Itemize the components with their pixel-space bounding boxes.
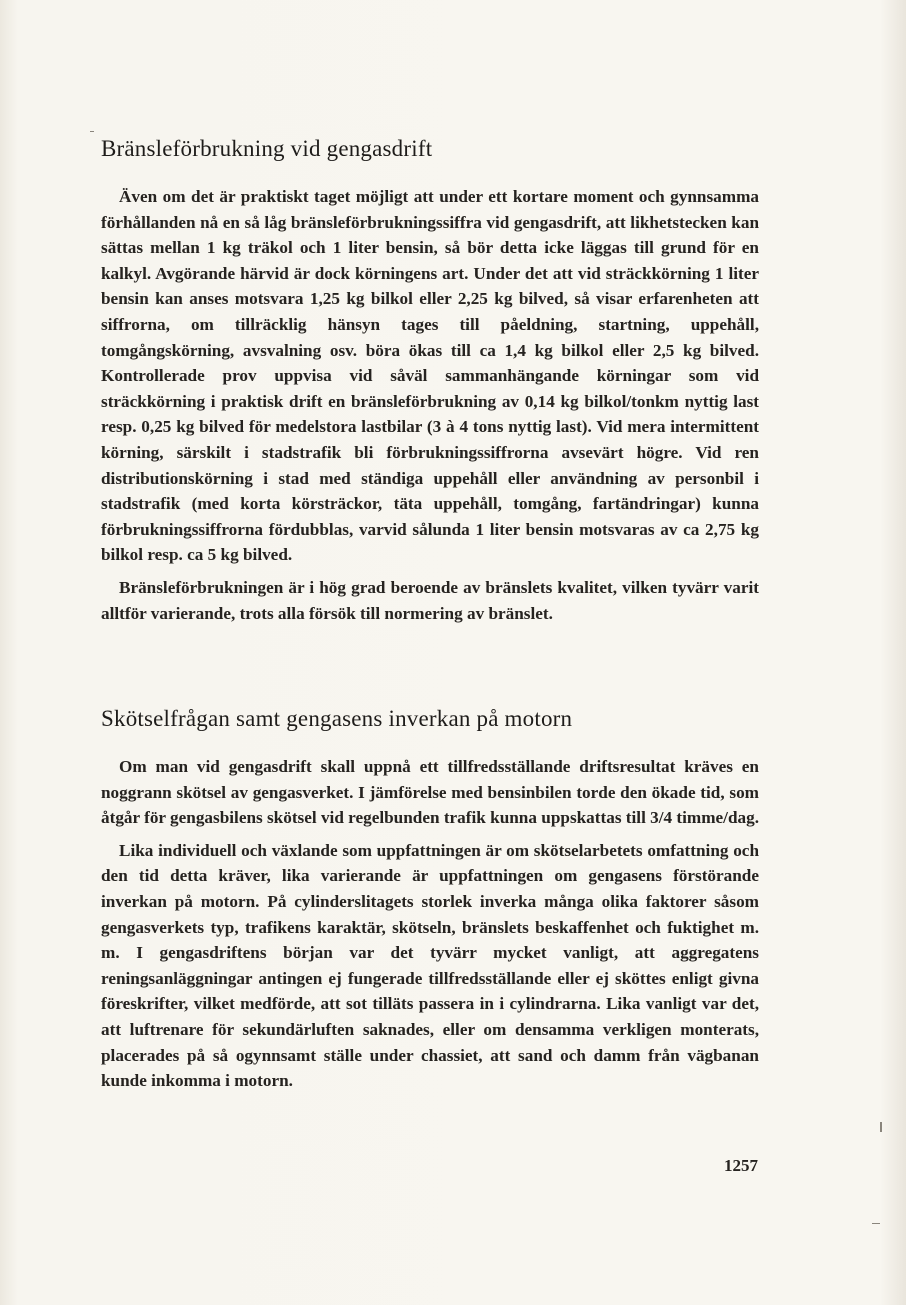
section-fuel-consumption	[101, 136, 759, 633]
paper-speck	[90, 131, 94, 132]
section-heading: Skötselfrågan samt gengasens inverkan på motorn	[101, 706, 573, 731]
paper-speck	[872, 1223, 880, 1224]
paragraph: Om man vid gengasdrift skall uppnå ett tillfredsställande driftsresultat kräves en noggrann skötsel av gengasverket. I jämförelse med bensinbilen torde den ökade tid, som åtgår för gengasbilens skötsel vid regelbunden trafik kunna uppskattas till 3/4 timme/dag.	[101, 757, 759, 828]
section-maintenance	[101, 706, 759, 1101]
paragraph: Lika individuell och växlande som uppfattningen är om skötselarbetets omfattning och den tid detta kräver, lika varierande är uppfattningen om gengasens förstörande inverkan på motorn. På cylinderslitagets storlek inverka många olika faktorer såsom gengasverkets typ, trafikens karaktär, skötseln, bränslets beskaffenhet och fuktighet m. m. I gengasdriftens början var det tyvärr mycket vanligt, att aggregatens reningsanläggningar antingen ej fungerade tillfredsställande eller ej sköttes enligt givna föreskrifter, vilket medförde, att sot tilläts passera in i cylindrarna. Lika vanligt var det, att luftrenare för sekundärluften saknades, eller om densamma verkligen monterats, placerades på så ogynnsamt ställe under chassiet, att sand och damm från vägbanan kunde inkomma i motorn.	[101, 840, 759, 1091]
paper-speck	[880, 1122, 882, 1132]
paragraph: Även om det är praktiskt taget möjligt att under ett kortare moment och gynnsamma förhållanden nå en så låg bränsleförbrukningssiffra vid gengasdrift, att likhetstecken kan sättas mellan 1 kg träkol och 1 liter bensin, så bör detta icke läggas till grund för en kalkyl. Avgörande härvid är dock körningens art. Under det att vid sträckkörning 1 liter bensin kan anses motsvara 1,25 kg bilkol eller 2,25 kg bilved, så visar erfarenheten att siffrorna, om tillräcklig hänsyn tages till påeldning, startning, uppehåll, tomgångskörning, avsvalning osv. böra ökas till ca 1,4 kg bilkol eller 2,5 kg bilved. Kontrollerade prov uppvisa vid såväl sammanhängande körningar som vid sträckkörning i praktisk drift en bränsleförbrukning av 0,14 kg bilkol/tonkm nyttig last resp. 0,25 kg bilved för medelstora lastbilar (3 à 4 tons nyttig last). Vid mera intermittent körning, särskilt i stadstrafik bli förbrukningssiffrorna avsevärt högre. Vid ren distributionskörning i stad med ständiga uppehåll eller användning av personbil i stadstrafik (med korta körsträckor, täta uppehåll, tomgång, fartändringar) kunna förbrukningssiffrorna fördubblas, varvid sålunda 1 liter bensin motsvaras av ca 2,75 kg bilkol resp. ca 5 kg bilved.	[101, 187, 759, 565]
page-number: 1257	[724, 1156, 758, 1175]
paragraph: Bränsleförbrukningen är i hög grad beroende av bränslets kvalitet, vilken tyvärr varit alltför varierande, trots alla försök till normering av bränslet.	[101, 577, 759, 623]
section-heading: Bränsleförbrukning vid gengasdrift	[101, 136, 433, 161]
